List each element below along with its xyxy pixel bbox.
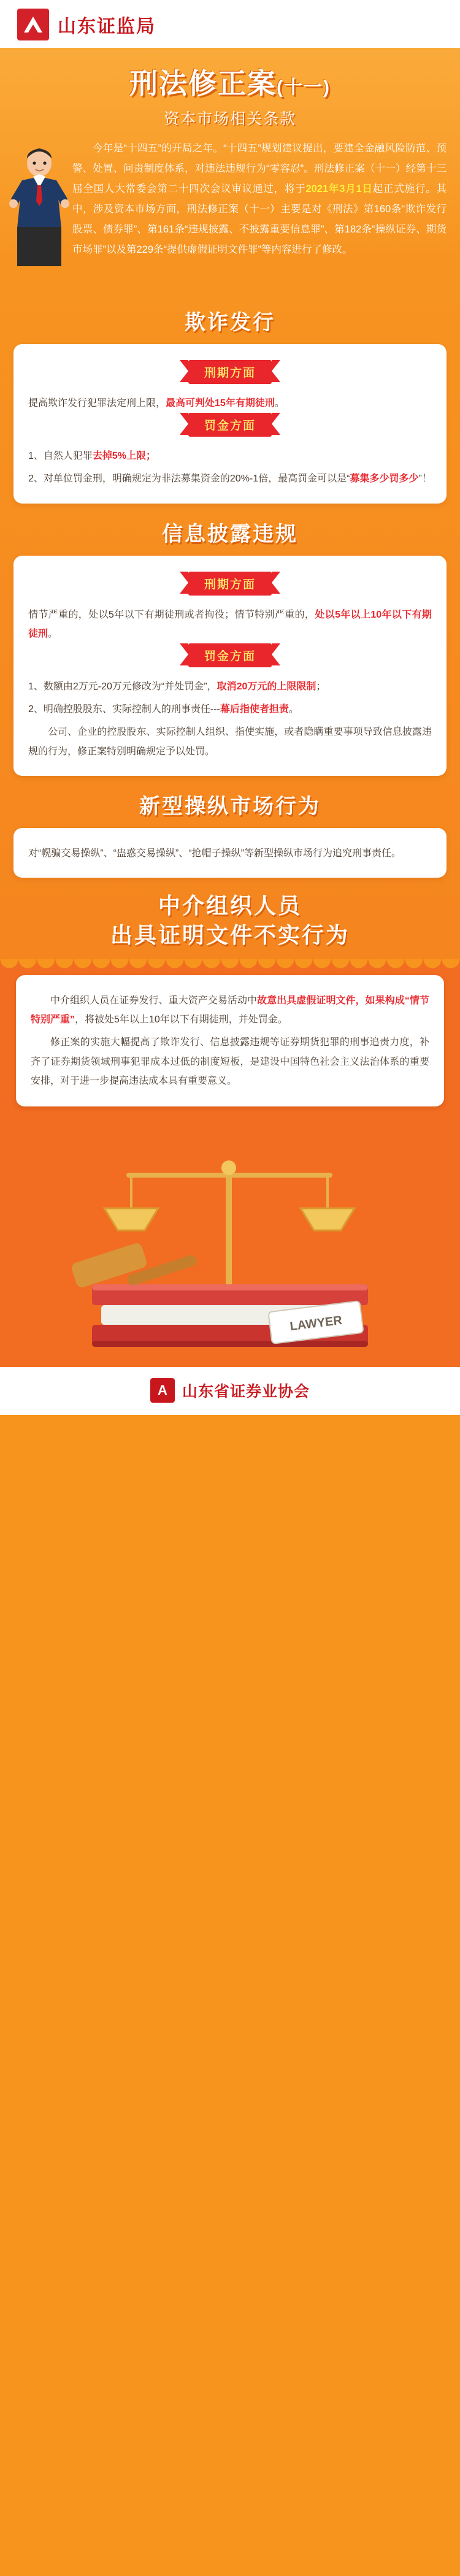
text-run-highlight: 幕后指使者担责 bbox=[220, 704, 289, 715]
title-zone bbox=[0, 48, 460, 135]
paragraph bbox=[31, 991, 429, 1029]
text-run: 。 bbox=[288, 704, 299, 715]
section-heading-text: 新型操纵市场行为 bbox=[139, 794, 321, 818]
section-heading-intermediary-false-documents bbox=[0, 891, 460, 951]
section-heading-text-line1: 中介组织人员 bbox=[158, 892, 302, 918]
justice-illustration bbox=[0, 1100, 460, 1364]
bottom-illustrated-block bbox=[0, 959, 460, 1367]
text-run-highlight: 去掉5%上限； bbox=[92, 451, 156, 462]
final-section-card bbox=[16, 975, 444, 1106]
text-run-highlight: 取消20万元的上限限制 bbox=[217, 681, 316, 692]
page-title-main: 刑法修正案 bbox=[129, 67, 277, 99]
paragraph: 对“幌骗交易操纵”、“蛊惑交易操纵”、“抢帽子操纵”等新型操纵市场行为追究刑事责任。 bbox=[28, 848, 401, 859]
page-subtitle: 资本市场相关条款 bbox=[163, 110, 296, 128]
paragraph bbox=[28, 447, 432, 466]
text-run: 。 bbox=[274, 398, 285, 408]
section-heading-text-line2: 出具证明文件不实行为 bbox=[110, 922, 350, 948]
paragraph bbox=[28, 469, 432, 488]
ribbon-fines: 罚金方面 bbox=[188, 413, 272, 437]
ribbon-fines: 罚金方面 bbox=[188, 643, 272, 667]
section-heading-market-manipulation bbox=[0, 789, 460, 819]
text-run: ，将被处5年以上10年以下有期徒刑，并处罚金。 bbox=[75, 1014, 288, 1025]
association-logo-letter: A bbox=[158, 1382, 167, 1398]
suited-man-mascot-icon bbox=[4, 142, 77, 271]
intro-seg-2: 起正式施行。其中，涉及资本市场方面，刑法修正案（十一）主要是对《刑法》第160条“欺诈发行股票、债券罪”、第161条“违规披露、不披露重要信息罪”、第182条“操纵证券、期货市场罪”以及第229条“提供虚假证明文件罪”等内容进行了修改。 bbox=[72, 183, 447, 255]
text-run: 1、数额由2万元-20万元修改为“并处罚金”， bbox=[28, 681, 217, 692]
section-card-fraudulent-issuance bbox=[13, 344, 447, 504]
section-heading-text: 欺诈发行 bbox=[185, 311, 275, 334]
ribbon-sentencing: 刑期方面 bbox=[188, 360, 272, 384]
text-run: ”！ bbox=[418, 473, 432, 485]
paragraph bbox=[28, 700, 432, 719]
text-run-highlight: 处以5年以上10年以下有期徒刑 bbox=[28, 609, 432, 639]
footer-org-name: 山东省证券业协会 bbox=[182, 1383, 310, 1400]
text-run-highlight: 最高可判处15年有期徒刑 bbox=[166, 398, 275, 408]
text-run: 2、对单位罚金刑，明确规定为非法募集资金的20%-1倍，最高罚金可以是“ bbox=[28, 473, 350, 485]
section-heading-disclosure-violation bbox=[0, 517, 460, 547]
org-name: 山东证监局 bbox=[58, 17, 156, 37]
page-footer bbox=[0, 1367, 460, 1415]
paragraph: 修正案的实施大幅提高了欺诈发行、信息披露违规等证券期货犯罪的刑事追责力度，补齐了证券期货领域刑事犯罪成本过低的制度短板，是建设中国特色社会主义法治体系的重要安排，对于进一步提高违法成本具有重要意义。 bbox=[31, 1037, 429, 1086]
intro-paragraph bbox=[72, 139, 447, 260]
paragraph bbox=[28, 605, 432, 643]
scallop-divider bbox=[0, 959, 460, 975]
text-run: 情节严重的，处以5年以下有期徒刑或者拘役；情节特别严重的， bbox=[28, 609, 315, 620]
text-run: 提高欺诈发行犯罪法定刑上限， bbox=[28, 398, 166, 408]
plaque-label: LAWYER bbox=[289, 1313, 343, 1334]
section-card-market-manipulation bbox=[13, 828, 447, 878]
text-run: 1、自然人犯罪 bbox=[28, 451, 93, 462]
paragraph: 公司、企业的控股股东、实际控制人组织、指使实施，或者隐瞒重要事项导致信息披露违规的行为，修正案特别明确规定予以处罚。 bbox=[28, 727, 432, 757]
paragraph bbox=[28, 677, 432, 696]
csrc-triangle-logo-icon bbox=[17, 9, 49, 40]
section-card-disclosure-violation bbox=[13, 556, 447, 776]
text-run: 。 bbox=[48, 628, 58, 639]
intro-section bbox=[0, 139, 460, 292]
intro-seg-1-highlight: 2021年3月1日 bbox=[305, 183, 373, 194]
text-run: ； bbox=[316, 681, 326, 692]
section-heading-fraudulent-issuance bbox=[0, 305, 460, 335]
section-heading-text: 信息披露违规 bbox=[162, 522, 298, 546]
text-run-highlight: 故意出具虚假证明文件，如果构成“情节特别严重” bbox=[31, 995, 429, 1025]
gavel-icon bbox=[70, 1241, 197, 1289]
page-title-suffix: (十一) bbox=[277, 77, 331, 98]
association-logo-icon bbox=[150, 1378, 175, 1403]
page-header bbox=[0, 0, 460, 48]
ribbon-sentencing: 刑期方面 bbox=[188, 572, 272, 596]
page-title bbox=[129, 61, 331, 102]
text-run-highlight: 募集多少罚多少 bbox=[350, 473, 419, 485]
text-run: 2、明确控股股东、实际控制人的刑事责任--- bbox=[28, 704, 220, 715]
intro-seg-0: 今年是“十四五”的开局之年。“十四五”规划建议提出，要建全金融风险防范、预警、处置、问责制度体系，对违法违规行为“零容忍”。刑法修正案（十一）经第十三届全国人大常委会第二十四次会议审议通过，将于 bbox=[72, 143, 447, 194]
paragraph bbox=[28, 394, 432, 413]
text-run: 中介组织人员在证券发行、重大资产交易活动中 bbox=[50, 995, 258, 1006]
